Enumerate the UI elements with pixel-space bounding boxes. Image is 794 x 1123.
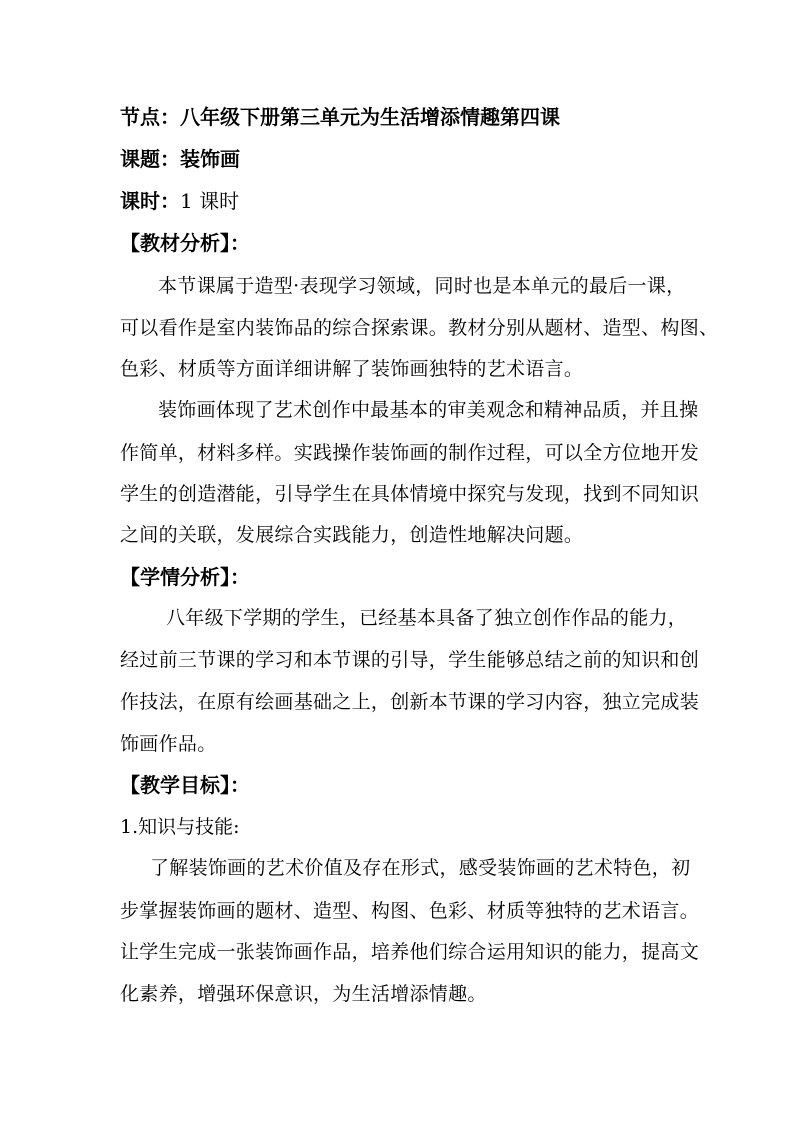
hours-label: 课时： xyxy=(120,189,180,213)
paragraph-line: 色彩、材质等方面详细讲解了装饰画独特的艺术语言。 xyxy=(120,358,584,380)
paragraph-line: 了解装饰画的艺术价值及存在形式，感受装饰画的艺术特色，初 xyxy=(150,857,691,879)
topic-line xyxy=(120,147,240,171)
node-label: 节点： xyxy=(120,105,180,129)
material-heading: 【教材分析】： xyxy=(120,231,250,255)
paragraph-line: 本节课属于造型·表现学习领域，同时也是本单元的最后一课， xyxy=(158,275,686,297)
paragraph-line: 之间的关联，发展综合实践能力，创造性地解决问题。 xyxy=(120,524,584,546)
paragraph-line: 作简单，材料多样。实践操作装饰画的制作过程，可以全方位地开发 xyxy=(120,442,700,464)
goal-item-title: 1.知识与技能: xyxy=(120,816,240,838)
paragraph-line: 步掌握装饰画的题材、造型、构图、色彩、材质等独特的艺术语言。 xyxy=(120,900,700,922)
topic-value: 装饰画 xyxy=(180,147,240,171)
paragraph-line: 化素养，增强环保意识，为生活增添情趣。 xyxy=(120,983,487,1005)
paragraph-line: 学生的创造潜能，引导学生在具体情境中探究与发现，找到不同知识 xyxy=(120,483,700,505)
paragraph-line: 装饰画体现了艺术创作中最基本的审美观念和精神品质，并且操 xyxy=(158,399,699,421)
paragraph-line: 让学生完成一张装饰画作品，培养他们综合运用知识的能力，提高文 xyxy=(120,941,700,963)
paragraph-line: 作技法，在原有绘画基础之上，创新本节课的学习内容，独立完成装 xyxy=(120,691,700,713)
topic-label: 课题： xyxy=(120,147,180,171)
hours-value: 1 课时 xyxy=(180,189,240,213)
hours-line xyxy=(120,189,239,213)
paragraph-line: 八年级下学期的学生，已经基本具备了独立创作作品的能力， xyxy=(166,607,688,629)
node-value: 八年级下册第三单元为生活增添情趣第四课 xyxy=(180,105,560,129)
node-line xyxy=(120,105,560,129)
paragraph-line: 经过前三节课的学习和本节课的引导，学生能够总结之前的知识和创 xyxy=(120,649,700,671)
paragraph-line: 可以看作是室内装饰品的综合探索课。教材分别从题材、造型、构图、 xyxy=(120,317,719,339)
goals-heading: 【教学目标】： xyxy=(120,773,250,797)
paragraph-line: 饰画作品。 xyxy=(120,733,217,755)
students-heading: 【学情分析】： xyxy=(120,565,250,589)
